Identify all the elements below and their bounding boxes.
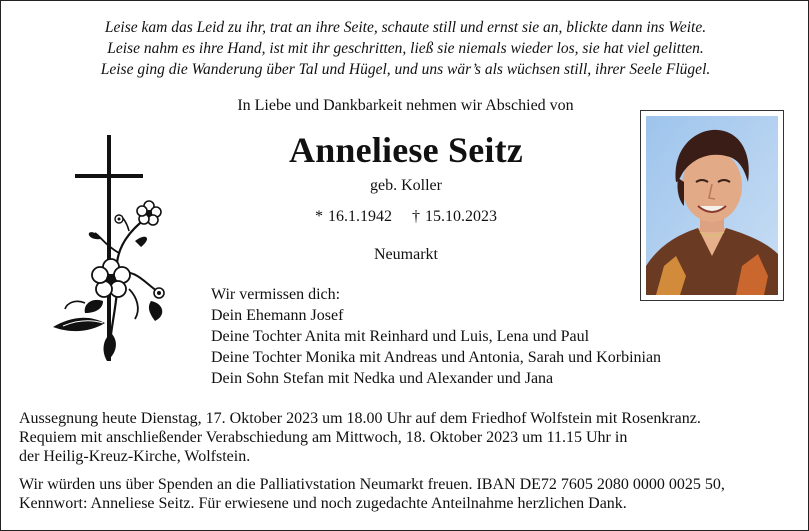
intro-text: In Liebe und Dankbarkeit nehmen wir Abschied von	[237, 97, 574, 114]
maiden-name: geb. Koller	[370, 177, 442, 194]
poem-line: Leise ging die Wanderung über Tal und Hügel, und uns wär’s als wüchsen still, ihrer Seele Flügel.	[100, 61, 711, 78]
cross-with-flowers-icon	[45, 133, 175, 365]
family-list	[211, 284, 661, 389]
donation-line: Kennwort: Anneliese Seitz. Für erwiesene und noch zugedachte Anteilnahme herzlichen Dank.	[19, 495, 627, 512]
birth-date: * 16.1.1942	[315, 208, 392, 225]
donation-note	[19, 475, 725, 513]
family-line: Dein Sohn Stefan mit Nedka und Alexander und Jana	[211, 370, 554, 387]
service-line: Aussegnung heute Dienstag, 17. Oktober 2023 um 18.00 Uhr auf dem Friedhof Wolfstein mit Rosenkranz.	[19, 410, 701, 427]
hometown: Neumarkt	[374, 246, 438, 263]
poem-line: Leise kam das Leid zu ihr, trat an ihre Seite, schaute still und ernst sie an, blickte dann ins Weite.	[104, 19, 707, 36]
service-line: Requiem mit anschließender Verabschiedung am Mittwoch, 18. Oktober 2023 um 11.15 Uhr in	[19, 429, 628, 446]
family-line: Deine Tochter Monika mit Andreas und Antonia, Sarah und Korbinian	[211, 349, 662, 366]
death-date: † 15.10.2023	[412, 208, 497, 225]
poem-line: Leise nahm es ihre Hand, ist mit ihr geschritten, ließ sie niemals wieder los, sie hat viel gelitten.	[107, 40, 704, 57]
poem	[1, 17, 809, 80]
portrait-photo	[640, 110, 784, 301]
family-line: Deine Tochter Anita mit Reinhard und Luis, Lena und Paul	[211, 328, 590, 345]
family-line: Dein Ehemann Josef	[211, 307, 344, 324]
service-details	[19, 409, 701, 466]
life-dates	[256, 208, 556, 226]
deceased-name: Anneliese Seitz	[289, 130, 523, 170]
donation-line: Wir würden uns über Spenden an die Palliativstation Neumarkt freuen. IBAN DE72 7605 2080 0000 0025 50,	[19, 476, 725, 493]
family-line: Wir vermissen dich:	[211, 286, 341, 303]
service-line: der Heilig-Kreuz-Kirche, Wolfstein.	[19, 448, 251, 465]
